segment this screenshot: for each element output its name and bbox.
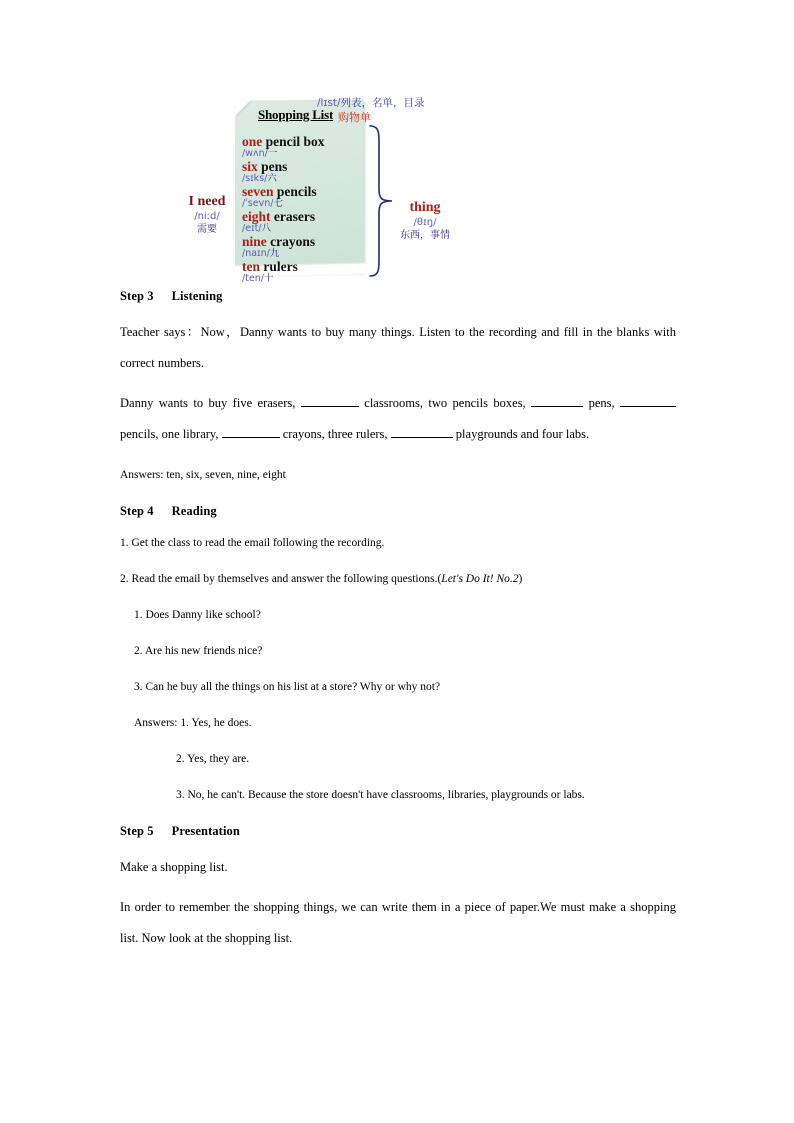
- blank-2[interactable]: [531, 406, 583, 407]
- list-title-gloss: 列表，名单，目录: [340, 97, 425, 109]
- item-phonetic: /ten/: [242, 273, 264, 284]
- step4-question-1: 1. Does Danny like school?: [134, 609, 261, 621]
- need-word: I need: [188, 194, 226, 209]
- list-item: [242, 134, 382, 159]
- blank-1[interactable]: [301, 406, 359, 407]
- need-label-group: [177, 194, 237, 236]
- item-gloss: 六: [267, 173, 277, 184]
- step4-answer-3: 3. No, he can't. Because the store doesn't have classrooms, libraries, playgrounds or labs.: [176, 789, 585, 801]
- list-item: [242, 184, 382, 209]
- step5-title: Presentation: [171, 824, 240, 838]
- paper-fold-corner-icon: [235, 100, 251, 116]
- item-number: eight: [242, 209, 271, 224]
- list-item: [242, 259, 382, 284]
- need-phonetic: /niːd/: [194, 211, 220, 222]
- step4-answer-1: Answers: 1. Yes, he does.: [134, 717, 252, 729]
- item-object: pens: [261, 159, 288, 174]
- exercise-part1: Danny wants to buy five erasers,: [120, 396, 296, 410]
- step3-title: Listening: [171, 289, 223, 303]
- shopping-list-title-cn: 购物单: [338, 111, 371, 124]
- item-gloss: 八: [261, 223, 272, 234]
- item-object: pencil box: [265, 134, 325, 149]
- item-phonetic: /wʌn/: [242, 148, 268, 159]
- list-item: [242, 209, 382, 234]
- item-gloss: 十: [264, 273, 274, 284]
- step4-task2-post: ): [518, 573, 523, 585]
- step4-task2-pre: 2. Read the email by themselves and answer the following questions.(: [120, 573, 442, 585]
- item-object: erasers: [273, 209, 316, 224]
- shopping-list-title: Shopping List: [258, 107, 334, 122]
- thing-word: thing: [409, 200, 441, 215]
- item-object: pencils: [276, 184, 317, 199]
- list-item: [242, 234, 382, 259]
- shopping-list-items: [242, 134, 382, 284]
- step3-exercise-paragraph: [120, 388, 676, 450]
- blank-5[interactable]: [391, 437, 453, 438]
- step4-task2-reference: Let's Do It! No.2: [441, 573, 519, 585]
- exercise-part3: pens,: [588, 396, 615, 410]
- exercise-part2: classrooms, two pencils boxes,: [364, 396, 526, 410]
- blank-4[interactable]: [222, 437, 280, 438]
- step4-question-3: 3. Can he buy all the things on his list at a store? Why or why not?: [134, 681, 441, 693]
- step5-label: Step 5: [120, 824, 154, 838]
- shopping-list-illustration: [120, 92, 680, 284]
- thing-gloss: 东西，事情: [400, 230, 450, 241]
- need-gloss: 需要: [197, 224, 217, 235]
- item-gloss: 七: [273, 198, 283, 209]
- list-title-phonetic-gloss: [317, 95, 424, 110]
- step4-question-2: 2. Are his new friends nice?: [134, 645, 263, 657]
- step3-heading: [120, 289, 676, 304]
- item-number: ten: [242, 259, 260, 274]
- exercise-part5: crayons, three rulers,: [282, 427, 388, 441]
- item-object: crayons: [270, 234, 316, 249]
- thing-phonetic: /θɪŋ/: [413, 217, 437, 228]
- thing-label-group: [382, 200, 468, 242]
- step5-line-2: In order to remember the shopping things, we can write them in a piece of paper.We must make a shopping list. Now look at the shopping list.: [120, 900, 676, 945]
- step5-heading: [120, 824, 676, 839]
- item-object: rulers: [263, 259, 298, 274]
- step3-label: Step 3: [120, 289, 154, 303]
- step3-teacher-says: Teacher says：Now，Danny wants to buy many things. Listen to the recording and fill in the blanks with correct numbers.: [120, 325, 676, 370]
- blank-3[interactable]: [620, 406, 676, 407]
- step4-task-1: 1. Get the class to read the email following the recording.: [120, 537, 385, 549]
- step3-answers: Answers: ten, six, seven, nine, eight: [120, 469, 286, 481]
- item-phonetic: /naɪn/: [242, 248, 270, 259]
- exercise-part6: playgrounds and four labs.: [455, 427, 590, 441]
- item-gloss: 九: [269, 248, 280, 259]
- item-phonetic: /eɪt/: [242, 223, 262, 234]
- step4-title: Reading: [171, 504, 217, 518]
- item-number: seven: [242, 184, 274, 199]
- step5-line-1: Make a shopping list.: [120, 860, 228, 874]
- item-phonetic: /sɪks/: [242, 173, 268, 184]
- step4-label: Step 4: [120, 504, 154, 518]
- item-number: one: [242, 134, 263, 149]
- list-title-phonetic: /lɪst/: [317, 97, 341, 109]
- step4-heading: [120, 504, 676, 519]
- item-number: nine: [242, 234, 267, 249]
- item-gloss: 一: [267, 148, 278, 159]
- lesson-body: [120, 289, 676, 954]
- step4-task-2: [120, 568, 676, 590]
- exercise-part4: pencils, one library,: [120, 427, 219, 441]
- item-number: six: [242, 159, 258, 174]
- list-item: [242, 159, 382, 184]
- item-phonetic: /ˈsevn/: [242, 198, 274, 209]
- step4-answer-2: 2. Yes, they are.: [176, 753, 250, 765]
